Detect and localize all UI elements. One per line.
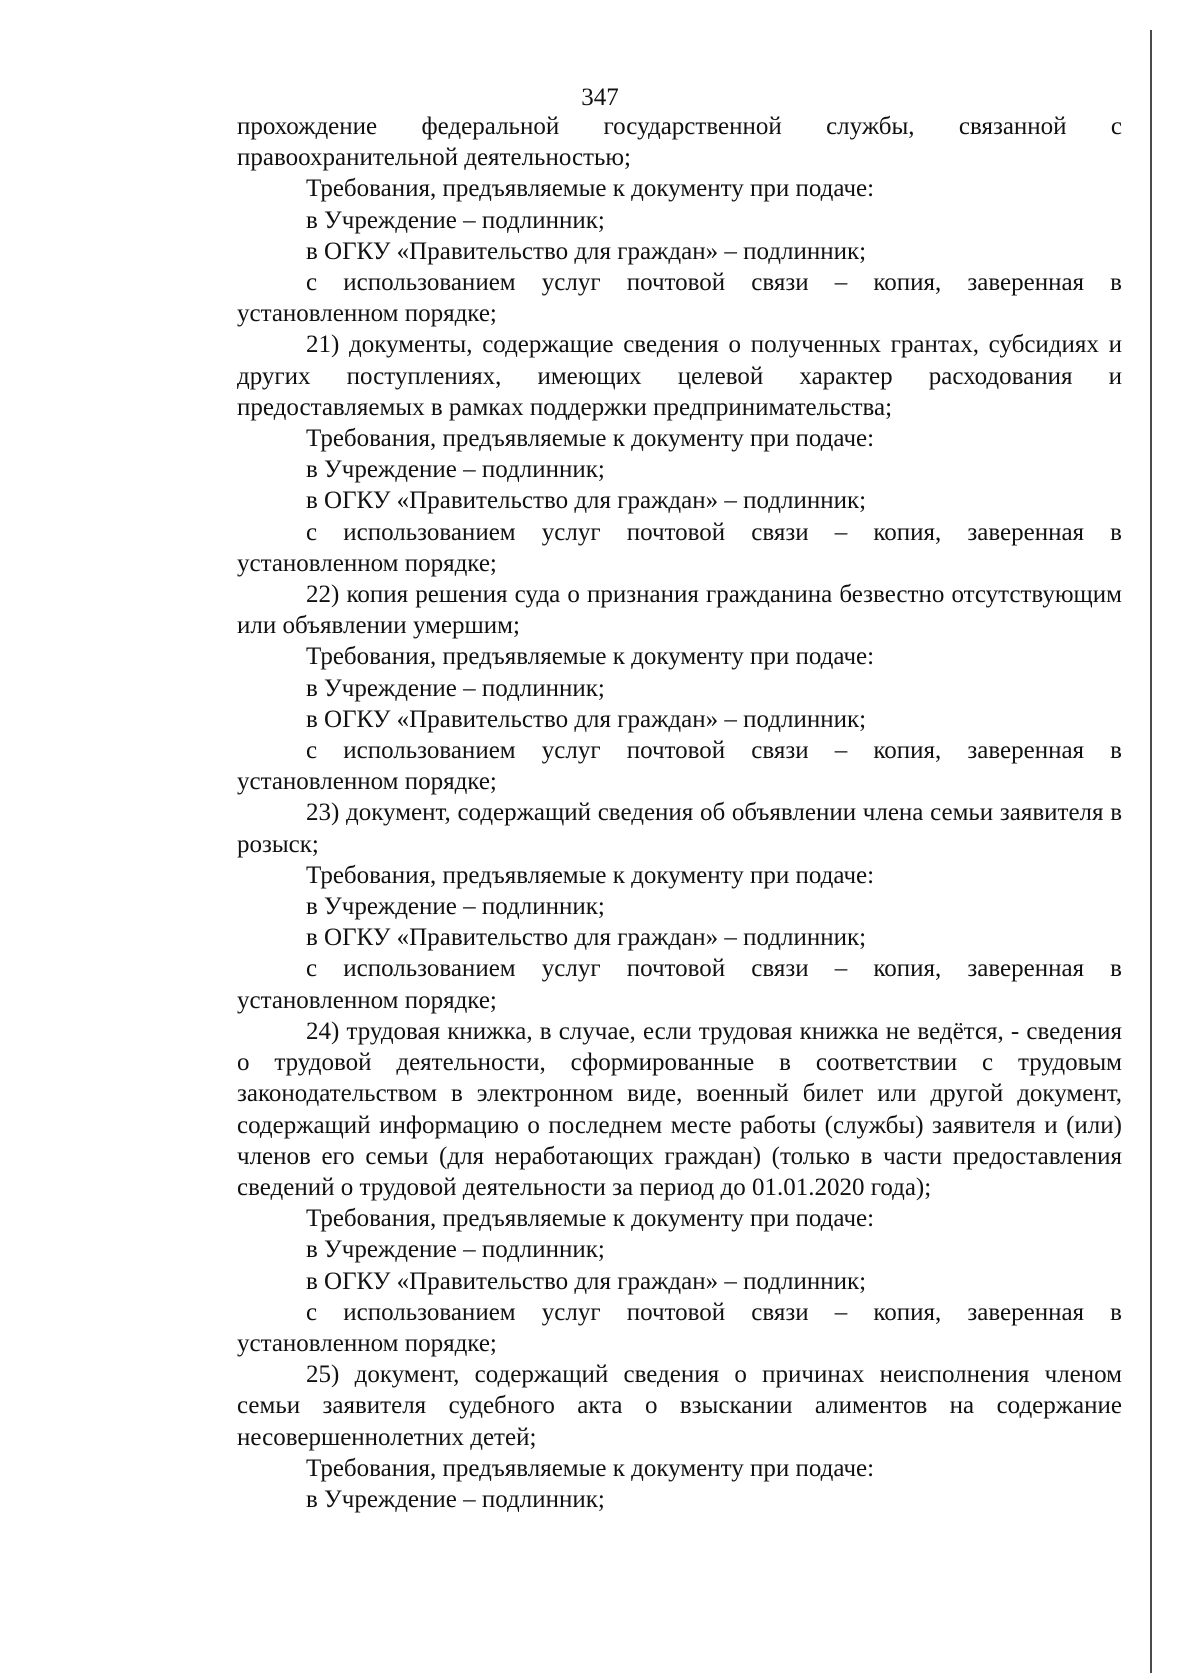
paragraph-requirement-postal: с использованием услуг почтовой связи – копия, заверенная в установленном порядке; [237, 269, 1122, 328]
paragraph-requirement-ogku: в ОГКУ «Правительство для граждан» – подлинник; [306, 1267, 867, 1295]
paragraph-item-23: 23) документ, содержащий сведения об объявлении члена семьи заявителя в розыск; [237, 799, 1122, 858]
paragraph-requirements-heading: Требования, предъявляемые к документу при подаче: [306, 643, 875, 671]
paragraph-requirement-postal: с использованием услуг почтовой связи – копия, заверенная в установленном порядке; [237, 955, 1122, 1014]
scan-edge-line [1150, 30, 1152, 1673]
paragraph-item-21: 21) документы, содержащие сведения о полученных грантах, субсидиях и других поступлениях, имеющих целевой характер расходования и предоставляемых в рамках поддержки предпринимательства; [237, 331, 1122, 421]
paragraph-requirement-postal: с использованием услуг почтовой связи – копия, заверенная в установленном порядке; [237, 1298, 1122, 1357]
paragraph-requirement-institution: в Учреждение – подлинник; [306, 1485, 605, 1513]
paragraph-requirement-ogku: в ОГКУ «Правительство для граждан» – подлинник; [306, 237, 867, 265]
paragraph-requirement-institution: в Учреждение – подлинник; [306, 893, 605, 921]
paragraph-requirements-heading: Требования, предъявляемые к документу при подаче: [306, 425, 875, 453]
paragraph-item-25: 25) документ, содержащий сведения о причинах неисполнения членом семьи заявителя судебного акта о взыскании алиментов на содержание несовершеннолетних детей; [237, 1361, 1122, 1451]
paragraph-requirement-institution: в Учреждение – подлинник; [306, 1236, 605, 1264]
paragraph-item-22: 22) копия решения суда о признания гражданина безвестно отсутствующим или объявлении умершим; [237, 581, 1122, 640]
paragraph-requirements-heading: Требования, предъявляемые к документу при подаче: [306, 175, 875, 203]
paragraph-requirement-ogku: в ОГКУ «Правительство для граждан» – подлинник; [306, 924, 867, 952]
paragraph-requirement-institution: в Учреждение – подлинник; [306, 456, 605, 484]
paragraph-requirement-ogku: в ОГКУ «Правительство для граждан» – подлинник; [306, 705, 867, 733]
document-body [237, 111, 1122, 1515]
paragraph-continuation: прохождение федеральной государственной службы, связанной с правоохранительной деятельностью; [237, 113, 1122, 172]
paragraph-requirement-postal: с использованием услуг почтовой связи – копия, заверенная в установленном порядке; [237, 518, 1122, 577]
paragraph-requirement-postal: с использованием услуг почтовой связи – копия, заверенная в установленном порядке; [237, 737, 1122, 796]
paragraph-requirements-heading: Требования, предъявляемые к документу при подаче: [306, 1454, 875, 1482]
paragraph-requirement-institution: в Учреждение – подлинник; [306, 674, 605, 702]
page-number: 347 [581, 84, 619, 111]
paragraph-requirement-institution: в Учреждение – подлинник; [306, 206, 605, 234]
paragraph-requirement-ogku: в ОГКУ «Правительство для граждан» – подлинник; [306, 487, 867, 515]
paragraph-requirements-heading: Требования, предъявляемые к документу при подаче: [306, 861, 875, 889]
paragraph-requirements-heading: Требования, предъявляемые к документу при подаче: [306, 1205, 875, 1233]
paragraph-item-24: 24) трудовая книжка, в случае, если трудовая книжка не ведётся, - сведения о трудовой деятельности, сформированные в соответствии с трудовым законодательством в электронном виде, военный билет или другой документ, содержащий информацию о последнем месте работы (службы) заявителя и (или) членов его семьи (для неработающих граждан) (только в части предоставления сведений о трудовой деятельности за период до 01.01.2020 года); [237, 1017, 1122, 1201]
